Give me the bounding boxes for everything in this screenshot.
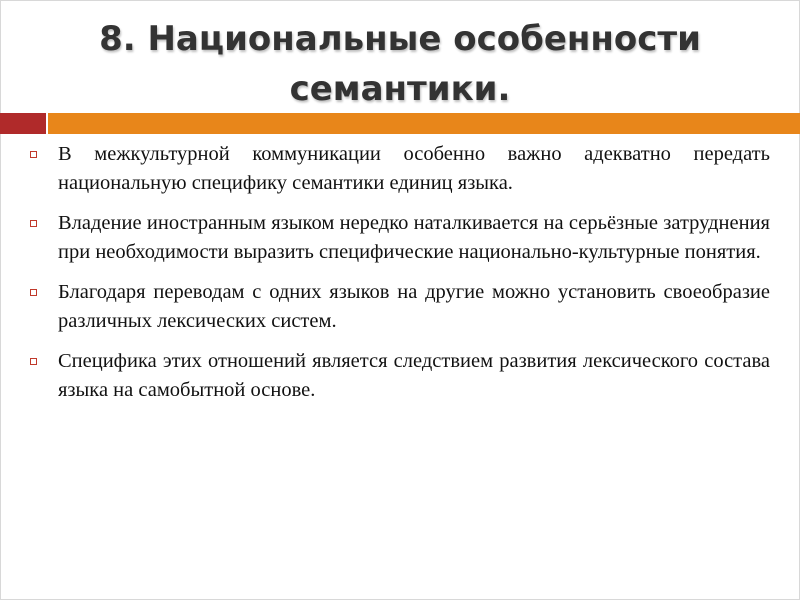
bullet-list	[30, 140, 770, 416]
list-item	[30, 209, 770, 267]
list-item-text: Благодаря переводам с одних языков на другие можно установить своеобразие различных лексических систем.	[58, 281, 770, 332]
list-item-text: В межкультурной коммуникации особенно важно адекватно передать национальную специфику семантики единиц языка.	[58, 143, 770, 194]
accent-bar-right	[48, 113, 800, 134]
list-item	[30, 278, 770, 336]
list-item-text: Владение иностранным языком нередко наталкивается на серьёзные затруднения при необходимости выразить специфические национально-культурные понятия.	[58, 212, 770, 263]
list-item	[30, 140, 770, 198]
square-bullet-icon	[30, 151, 37, 158]
square-bullet-icon	[30, 220, 37, 227]
list-item-text: Специфика этих отношений является следствием развития лексического состава языка на самобытной основе.	[58, 350, 770, 401]
square-bullet-icon	[30, 289, 37, 296]
list-item	[30, 347, 770, 405]
accent-bar-left	[0, 113, 46, 134]
square-bullet-icon	[30, 358, 37, 365]
slide-title: 8. Национальные особенности семантики.	[99, 19, 701, 109]
